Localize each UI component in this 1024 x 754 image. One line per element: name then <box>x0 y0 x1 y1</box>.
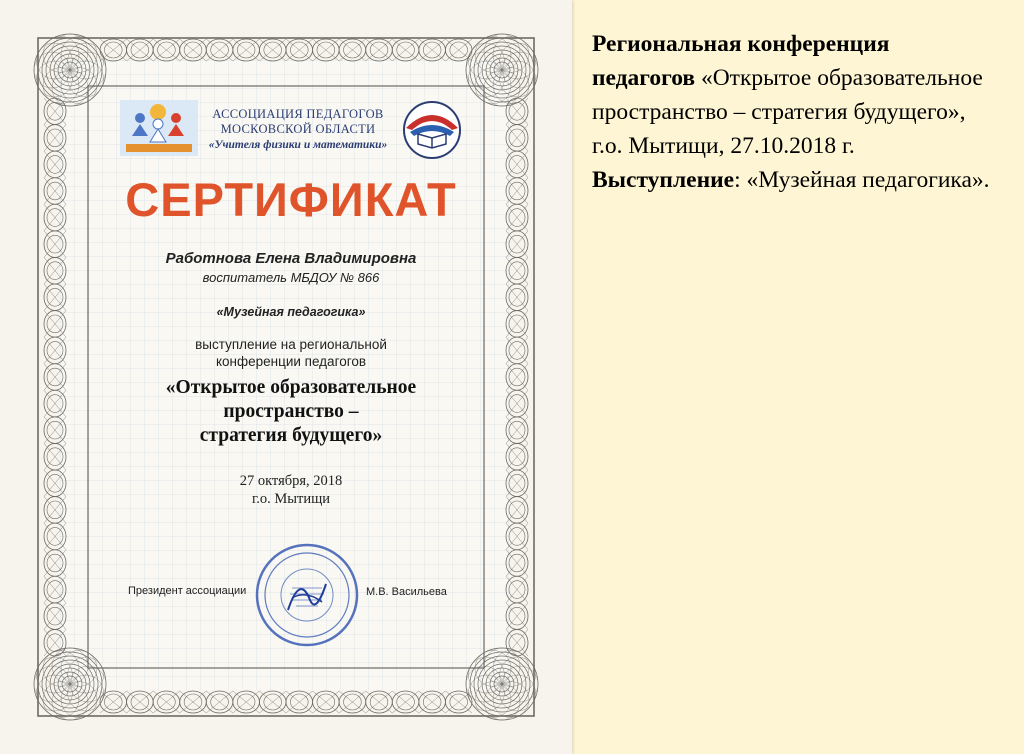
description-event-bold: Региональная конференция педагогов <box>592 31 890 91</box>
conference-name <box>100 376 482 448</box>
association-line-3: «Учителя физики и математики» <box>208 139 388 151</box>
teachers-podmoskovya-logo <box>396 98 468 162</box>
certificate-date: 27 октября, 2018 <box>239 473 343 489</box>
certificate-description <box>592 27 992 197</box>
president-name: М.В. Васильева <box>366 586 447 598</box>
certificate-title: СЕРТИФИКАТ <box>125 173 457 226</box>
speech-line-1: выступление на региональной <box>195 337 387 352</box>
description-speech-bold: Выступление <box>592 167 735 193</box>
president-label: Президент ассоциации <box>128 585 247 597</box>
certificate-place: г.о. Мытищи <box>251 491 331 507</box>
conference-line-3: стратегия будущего» <box>199 425 383 446</box>
description-speech-text: : «Музейная педагогика». <box>734 167 990 193</box>
recipient-name: Работнова Елена Владимировна <box>165 250 417 267</box>
recipient-position: воспитатель МБДОУ № 866 <box>202 270 380 285</box>
speech-line-2: конференции педагогов <box>215 354 367 369</box>
conference-line-2: пространство – <box>223 401 359 422</box>
official-seal-stamp <box>252 540 362 650</box>
description-event-text: «Открытое образовательное пространство – стратегия будущего», г.о. Мытищи, 27.10.2018 г. <box>592 65 983 159</box>
association-name <box>200 107 396 151</box>
speech-topic: «Музейная педагогика» <box>216 305 366 319</box>
conference-line-1: «Открытое образовательное <box>165 377 417 398</box>
certificate-date-place <box>100 472 482 508</box>
speech-description <box>100 336 482 370</box>
description-speech <box>592 163 992 197</box>
association-line-2: МОСКОВСКОЙ ОБЛАСТИ <box>220 122 376 136</box>
association-logo <box>118 96 200 160</box>
description-event <box>592 27 992 163</box>
association-line-1: АССОЦИАЦИЯ ПЕДАГОГОВ <box>212 107 384 121</box>
